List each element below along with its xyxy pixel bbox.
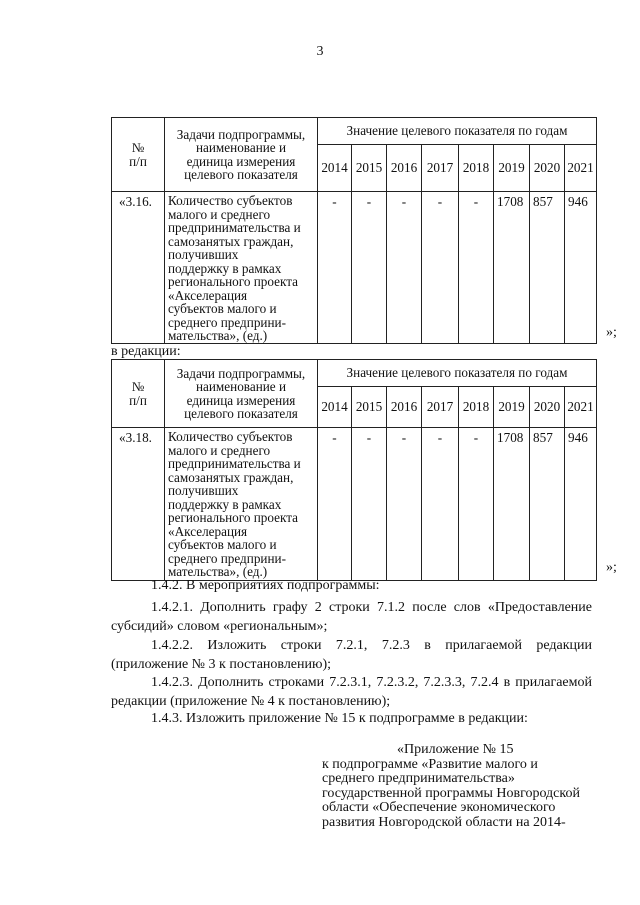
closing-quote: »; (606, 560, 617, 575)
header-year: 2020 (530, 145, 565, 192)
value-cell: - (352, 192, 387, 344)
header-year: 2020 (530, 387, 565, 428)
value-cell: - (387, 192, 422, 344)
header-years-group: Значение целевого показателя по годам (318, 118, 597, 145)
header-year: 2016 (387, 145, 422, 192)
header-task: Задачи подпрограммы, наименование и единица измерения целевого показателя (165, 118, 318, 192)
value-cell: 1708 (494, 192, 530, 344)
row-number: «3.16. (112, 192, 165, 344)
row-indicator-text: Количество субъектов малого и среднего предпринимательства и самозанятых граждан, получивших поддержку в рамках регионального проекта «Акселерация субъектов малого и среднего предприни- мательства», (ед.) (165, 428, 318, 581)
annex-line: области «Обеспечение экономического (322, 800, 556, 815)
value-cell: - (422, 428, 459, 581)
header-year: 2021 (565, 387, 597, 428)
value-cell: 946 (565, 192, 597, 344)
annex-block (322, 743, 580, 830)
header-year: 2016 (387, 387, 422, 428)
value-cell: 1708 (494, 428, 530, 581)
value-cell: - (352, 428, 387, 581)
value-cell: - (318, 192, 352, 344)
paragraph-1-4-2-1: 1.4.2.1. Дополнить графу 2 строки 7.1.2 после слов «Предоставление субсидий» словом «региональным»; (111, 600, 592, 634)
header-year: 2018 (459, 145, 494, 192)
value-cell: - (318, 428, 352, 581)
header-year: 2018 (459, 387, 494, 428)
table-row (112, 192, 597, 344)
indicator-table-new (111, 359, 597, 581)
paragraph-1-4-2: 1.4.2. В мероприятиях подпрограммы: (151, 578, 380, 593)
value-cell: 946 (565, 428, 597, 581)
annex-title: «Приложение № 15 (397, 742, 514, 757)
value-cell: - (387, 428, 422, 581)
table-row (112, 428, 597, 581)
header-year: 2014 (318, 145, 352, 192)
caption-in-edition: в редакции: (111, 344, 181, 359)
annex-line: к подпрограмме «Развитие малого и (322, 756, 538, 772)
header-year: 2019 (494, 387, 530, 428)
value-cell: - (459, 192, 494, 344)
header-year: 2017 (422, 145, 459, 192)
header-year: 2014 (318, 387, 352, 428)
closing-quote: »; (606, 325, 617, 340)
header-years-group: Значение целевого показателя по годам (318, 360, 597, 387)
header-num: № п/п (112, 360, 165, 428)
row-indicator-text: Количество субъектов малого и среднего предпринимательства и самозанятых граждан, получивших поддержку в рамках регионального проекта «Акселерация субъектов малого и среднего предприни- мательства», (ед.) (165, 192, 318, 344)
annex-line: развития Новгородской области на 2014- (322, 814, 566, 830)
annex-line: государственной программы Новгородской (322, 785, 580, 801)
paragraph-1-4-2-3: 1.4.2.3. Дополнить строками 7.2.3.1, 7.2.3.2, 7.2.3.3, 7.2.4 в прилагаемой редакции (приложение № 4 к постановлению); (111, 675, 592, 709)
value-cell: 857 (530, 428, 565, 581)
row-number: «3.18. (112, 428, 165, 581)
value-cell: - (459, 428, 494, 581)
value-cell: 857 (530, 192, 565, 344)
header-task: Задачи подпрограммы, наименование и единица измерения целевого показателя (165, 360, 318, 428)
header-year: 2015 (352, 145, 387, 192)
header-year: 2019 (494, 145, 530, 192)
header-year: 2017 (422, 387, 459, 428)
paragraph-1-4-3: 1.4.3. Изложить приложение № 15 к подпрограмме в редакции: (151, 711, 528, 726)
value-cell: - (422, 192, 459, 344)
header-num: № п/п (112, 118, 165, 192)
indicator-table-old (111, 117, 597, 344)
annex-line: среднего предпринимательства» (322, 771, 515, 786)
header-year: 2015 (352, 387, 387, 428)
paragraph-1-4-2-2: 1.4.2.2. Изложить строки 7.2.1, 7.2.3 в прилагаемой редакции (приложение № 3 к постановлению); (111, 638, 592, 672)
header-year: 2021 (565, 145, 597, 192)
page-number: 3 (316, 44, 324, 59)
